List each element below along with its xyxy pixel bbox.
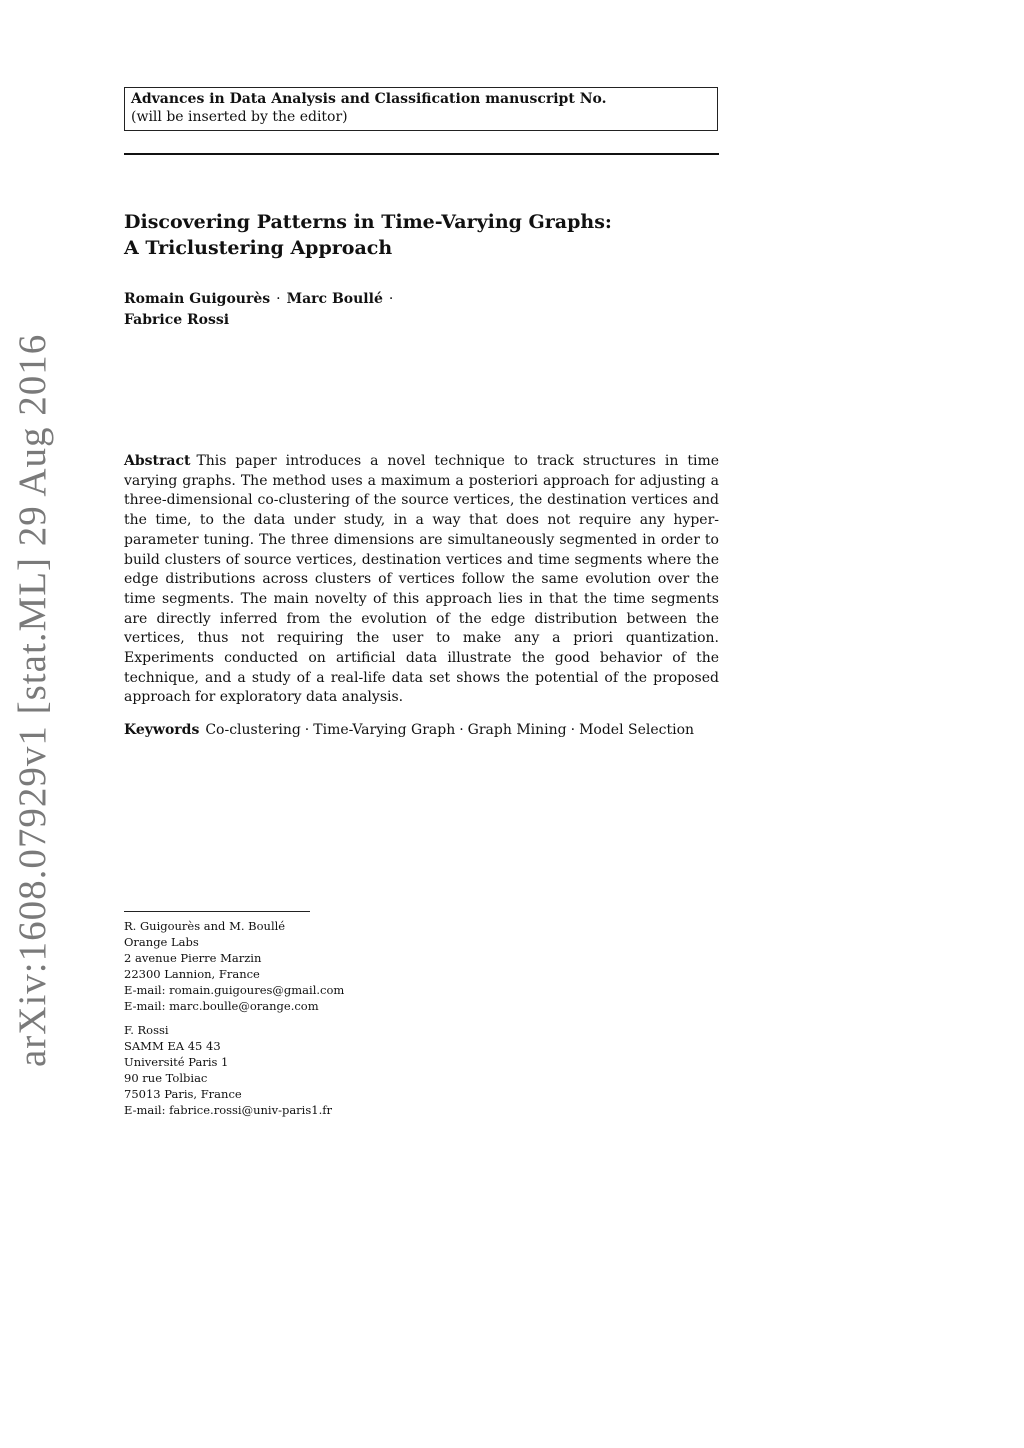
author-name: Fabrice Rossi — [124, 312, 230, 328]
affiliation-email: E-mail: fabrice.rossi@univ-paris1.fr — [124, 1103, 332, 1117]
arxiv-identifier: arXiv:1608.07929v1 [stat.ML] 29 Aug 2016 — [11, 333, 54, 1067]
title-line-1: Discovering Patterns in Time-Varying Graphs: — [124, 211, 612, 233]
keyword-item: Co-clustering — [205, 722, 301, 738]
author-separator: · — [388, 291, 394, 307]
author-list — [124, 289, 724, 331]
keyword-separator: · — [459, 722, 464, 738]
paper-title — [124, 209, 724, 261]
affiliation-email: E-mail: marc.boulle@orange.com — [124, 999, 319, 1013]
author-name: Marc Boullé — [286, 291, 383, 307]
affiliation-line: Orange Labs — [124, 935, 199, 949]
abstract-section — [124, 452, 719, 708]
affiliation-line: 90 rue Tolbiac — [124, 1071, 208, 1085]
keyword-separator: · — [304, 722, 310, 738]
title-line-2: A Triclustering Approach — [124, 237, 393, 259]
affiliation-line: R. Guigourès and M. Boullé — [124, 919, 286, 933]
keywords-section — [124, 720, 724, 740]
affiliation-block-paris — [124, 1022, 524, 1118]
abstract-text: This paper introduces a novel technique to track structures in time varying graphs. The method uses a maximum a posteriori approach for adjusting a three-dimensional co-clustering of the source vertices, the destination vertices and the time, to the data under study, in a way that does not require any hyper-parameter tuning. The three dimensions are simultaneously segmented in order to build clusters of source vertices, destination vertices and time segments where the edge distributions across clusters of vertices follow the same evolution over the time segments. The main novelty of this approach lies in that the time segments are directly inferred from the evolution of the edge distribution between the vertices, thus not requiring the user to make any a priori quantization. Experiments conducted on artificial data illustrate the good behavior of the technique, and a study of a real-life data set shows the potential of the proposed approach for exploratory data analysis. — [124, 453, 719, 706]
affiliation-line: F. Rossi — [124, 1023, 169, 1037]
affiliation-line: Université Paris 1 — [124, 1055, 229, 1069]
affiliation-line: 22300 Lannion, France — [124, 967, 260, 981]
affiliation-email: E-mail: romain.guigoures@gmail.com — [124, 983, 345, 997]
footnote-rule — [124, 911, 310, 912]
journal-header-box — [124, 87, 718, 131]
affiliation-line: 2 avenue Pierre Marzin — [124, 951, 262, 965]
journal-editor-note: (will be inserted by the editor) — [131, 109, 348, 125]
header-rule — [124, 153, 719, 155]
keyword-item: Graph Mining — [467, 722, 567, 738]
keywords-label: Keywords — [124, 722, 200, 738]
author-separator: · — [276, 291, 281, 307]
affiliation-block-orange — [124, 918, 524, 1014]
keyword-item: Model Selection — [579, 722, 695, 738]
keyword-separator: · — [570, 722, 576, 738]
abstract-label: Abstract — [124, 453, 191, 469]
authors-line-1 — [124, 289, 724, 310]
affiliation-line: SAMM EA 45 43 — [124, 1039, 221, 1053]
keyword-item: Time-Varying Graph — [313, 722, 456, 738]
author-name: Romain Guigourès — [124, 291, 271, 307]
journal-name: Advances in Data Analysis and Classification manuscript No. — [131, 91, 607, 107]
authors-line-2 — [124, 310, 724, 331]
affiliation-line: 75013 Paris, France — [124, 1087, 242, 1101]
